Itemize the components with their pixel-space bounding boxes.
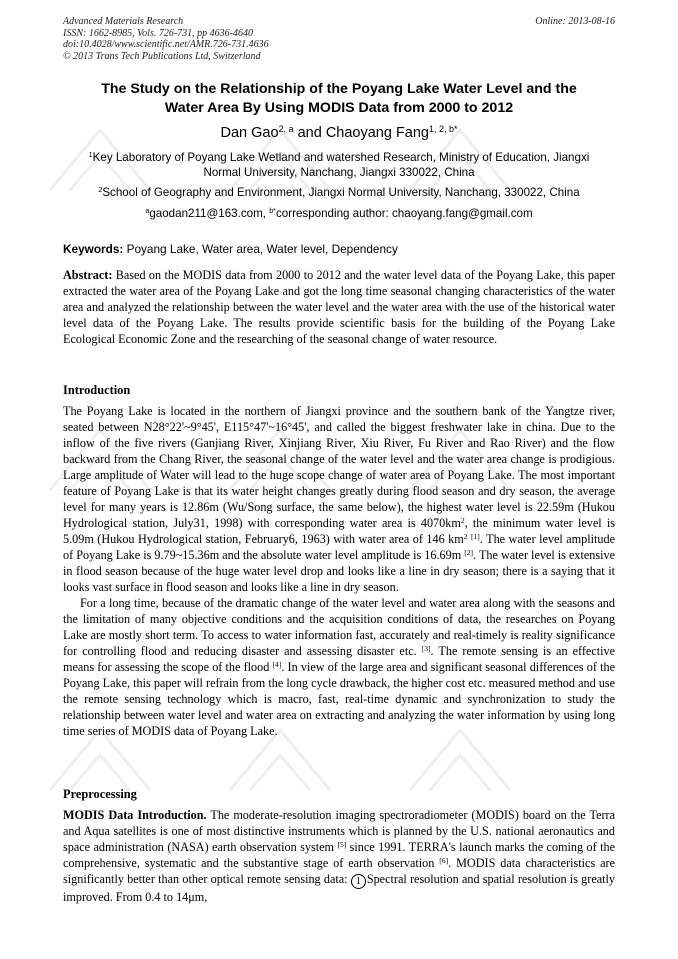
journal-copyright: © 2013 Trans Tech Publications Ltd, Switzerland <box>63 50 261 62</box>
introduction-body <box>63 403 615 739</box>
paragraph-text: Spectral resolution and spatial resolution is greatly improved. From 0.4 to 14μm, <box>63 872 616 904</box>
online-date: Online: 2013-08-16 <box>535 16 615 27</box>
citation: [1] <box>471 531 480 541</box>
email-text: gaodan211@163.com, <box>149 207 270 220</box>
subsection-heading: MODIS Data Introduction. <box>63 808 207 822</box>
paragraph <box>63 595 615 739</box>
author-list <box>60 124 618 142</box>
author-affiliation-mark: 1, 2, b* <box>429 124 458 135</box>
paragraph-text: The moderate-resolution imaging spectroradiometer (MODIS) board on the Terra and Aqua satellites is one of most distinctive instruments which is planned by the U.S. national aeronautics and space administration (NASA) earth observation system <box>63 808 615 854</box>
paragraph-text: . The water level is extensive in flood season because of the huge water level drop and looks like a line in dry season; there is a saying that it looks vast surface in flood season and looks like a line in dry season. <box>63 548 615 594</box>
paragraph <box>63 403 615 595</box>
section-heading-preprocessing: Preprocessing <box>63 787 137 801</box>
superscript: 2 <box>463 531 468 541</box>
superscript: 2 <box>460 515 465 525</box>
author-affiliation-mark: 2, a <box>278 124 294 135</box>
paragraph-text: since 1991. TERRA's launch marks the coming of the comprehensive, systematic and the substantive stage of earth observation <box>63 840 616 870</box>
paragraph-text: . The water level amplitude of Poyang Lake is 9.79~15.36m and the absolute water level amplitude is 16.69m <box>63 532 616 562</box>
citation: [3] <box>421 643 431 653</box>
journal-issn: ISSN: 1662-8985, Vols. 726-731, pp 4636-4640 <box>63 27 253 39</box>
citation: [6] <box>439 855 449 865</box>
paragraph-text: , the minimum water level is 5.09m (Hukou Hydrological station, February6, 1963) with water area of 146 km <box>63 516 616 546</box>
affiliation-mark: 1 <box>88 150 93 160</box>
circled-number: 1 <box>351 874 366 889</box>
journal-header <box>63 16 615 62</box>
paragraph-text: . In view of the large area and significant seasonal differences of the Poyang Lake, this paper will refrain from the long cycle drawback, the higher cost etc. measured method and use the remote sensing technology which is macro, fast, real-time dynamic and synchronization to study the relationship between water level and water area on extracting and analyzing the water information by using long time series of MODIS data of Poyang Lake. <box>63 660 616 738</box>
email-text: corresponding author: chaoyang.fang@gmail.com <box>275 207 533 220</box>
paper-title <box>60 80 618 118</box>
contact-emails <box>60 206 618 221</box>
journal-doi: doi:10.4028/www.scientific.net/AMR.726-731.4636 <box>63 39 269 50</box>
author-name: Chaoyang Fang <box>325 125 429 141</box>
affiliation-text: Key Laboratory of Poyang Lake Wetland and watershed Research, Ministry of Education, Jiangxi <box>92 151 590 164</box>
preprocessing-body <box>63 807 615 905</box>
affiliation-2 <box>60 185 618 200</box>
abstract-label: Abstract: <box>63 268 113 282</box>
citation: [5] <box>337 839 347 849</box>
email-mark: a <box>145 206 150 216</box>
abstract-text: Based on the MODIS data from 2000 to 2012 and the water level data of the Poyang Lake, this paper extracted the water area of the Poyang Lake and got the long time seasonal changing characteristics of the water area and analyzed the relationship between the water level and the water area with the use of the historical water level data of the Poyang Lake. The results provide scientific basis for the building of the Poyang Lake Ecological Economic Zone and the researching of the seasonal change of water resource. <box>63 268 615 346</box>
journal-name: Advanced Materials Research <box>63 16 184 27</box>
keywords <box>63 242 615 257</box>
email-mark: b* <box>269 206 276 216</box>
title-line-2: Water Area By Using MODIS Data from 2000 to 2012 <box>164 100 514 116</box>
affiliation-mark: 2 <box>98 185 103 195</box>
citation: [4] <box>272 659 282 669</box>
affiliation-text: School of Geography and Environment, Jiangxi Normal University, Nanchang, 330022, China <box>102 186 580 199</box>
paragraph-text: . The remote sensing is an effective means for assessing the scope of the flood <box>63 644 615 674</box>
keywords-label: Keywords: <box>63 242 124 256</box>
author-name: Dan Gao <box>220 125 279 141</box>
abstract <box>63 267 615 347</box>
paragraph-text: . MODIS data characteristics are significantly better than other optical remote sensing data: <box>63 856 615 886</box>
citation: [2] <box>464 547 474 557</box>
section-heading-introduction: Introduction <box>63 383 131 397</box>
title-line-1: The Study on the Relationship of the Poyang Lake Water Level and the <box>101 81 577 97</box>
author-conjunction: and <box>293 125 326 141</box>
paragraph-text: The Poyang Lake is located in the northern of Jiangxi province and the southern bank of the Yangtze river, seated between N28°22'~9°45', E115°47'~16°45', and called the biggest freshwater lake in china. Due to the inflow of the five rivers (Ganjiang River, Xinjiang River, Xiu River, Fu River and Rao River) and the flow backward from the Chang River, the seasonal change of the water level and the water area change is prodigious. Large amplitude of Water will lead to the huge scope change of water area of Poyang Lake. The most important feature of Poyang Lake is that its water height changes greatly during flood season and dry season, the average level for many years is 12.86m (Wu/Song surface, the same below), the highest water level is 22.59m (Hukou Hydrological station, July31, 1998) with corresponding water area is 4070km <box>63 404 615 530</box>
affiliation-text: Normal University, Nanchang, Jiangxi 330022, China <box>203 166 475 179</box>
keywords-text: Poyang Lake, Water area, Water level, Dependency <box>123 242 398 256</box>
paragraph-text: For a long time, because of the dramatic change of the water level and water area along with the seasons and the limitation of many objective conditions and the acquisition conditions of data, the researches on Poyang Lake are mostly short term. To access to water information fast, accurately and real-timely is reality significance for controlling flood and reducing disaster and assessing disaster etc. <box>63 596 615 658</box>
affiliation-1 <box>60 150 618 180</box>
